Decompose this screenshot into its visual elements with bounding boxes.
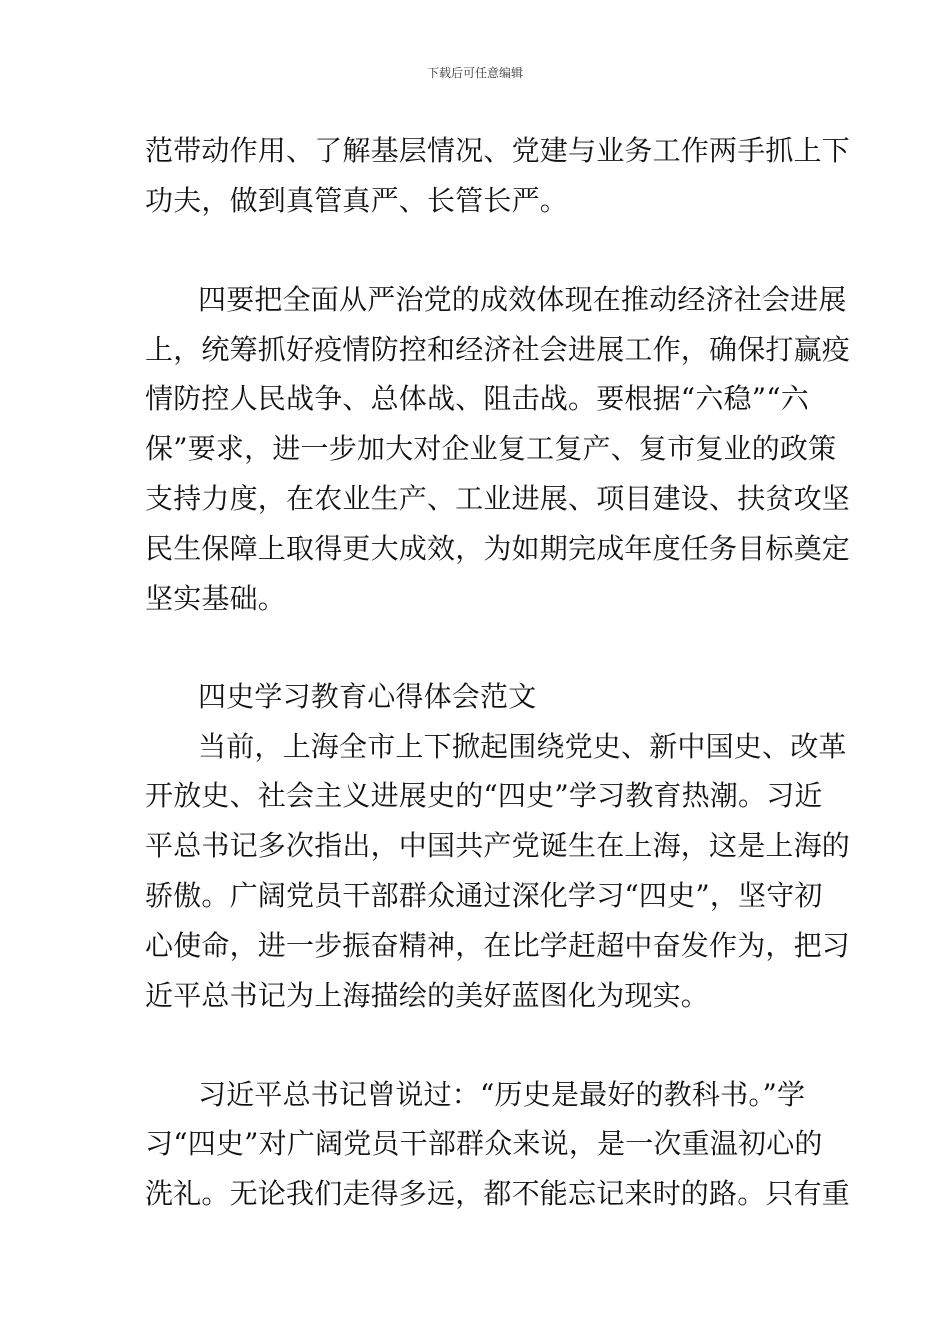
paragraph-1-line-1: 范带动作用、了解基层情况、党建与业务工作两手抓上下 bbox=[145, 134, 851, 167]
paragraph-4-line-1: 习近平总书记曾说过：“历史是最好的教科书。”学 bbox=[198, 1078, 806, 1111]
page-header: 下载后可任意编辑 bbox=[426, 66, 523, 80]
paragraph-3-line-1: 当前，上海全市上下掀起围绕党史、新中国史、改革 bbox=[198, 730, 847, 763]
paragraph-1-line-2: 功夫，做到真管真严、长管长严。 bbox=[145, 184, 569, 217]
paragraph-4-line-2: 习“四史”对广阔党员干部群众来说，是一次重温初心的 bbox=[145, 1127, 823, 1160]
paragraph-2-line-6: 民生保障上取得更大成效，为如期完成年度任务目标奠定 bbox=[145, 532, 851, 565]
paragraph-2-line-3: 情防控人民战争、总体战、阻击战。要根据“六稳”“六 bbox=[145, 382, 809, 415]
paragraph-2-line-4: 保”要求，进一步加大对企业复工复产、复市复业的政策 bbox=[145, 432, 837, 465]
paragraph-2-line-7: 坚实基础。 bbox=[145, 582, 287, 615]
paragraph-3-line-6: 近平总书记为上海描绘的美好蓝图化为现实。 bbox=[145, 979, 710, 1012]
section-title: 四史学习教育心得体会范文 bbox=[198, 680, 537, 713]
paragraph-2-line-2: 上，统筹抓好疫情防控和经济社会进展工作，确保打赢疫 bbox=[145, 333, 851, 366]
paragraph-3-line-2: 开放史、社会主义进展史的“四史”学习教育热潮。习近 bbox=[145, 779, 823, 812]
paragraph-2-line-1: 四要把全面从严治党的成效体现在推动经济社会进展 bbox=[198, 283, 847, 316]
paragraph-4-line-3: 洗礼。无论我们走得多远，都不能忘记来时的路。只有重 bbox=[145, 1177, 851, 1210]
paragraph-3-line-4: 骄傲。广阔党员干部群众通过深化学习“四史”，坚守初 bbox=[145, 879, 823, 912]
paragraph-3-line-3: 平总书记多次指出，中国共产党诞生在上海，这是上海的 bbox=[145, 829, 851, 862]
paragraph-2-line-5: 支持力度，在农业生产、工业进展、项目建设、扶贫攻坚 bbox=[145, 482, 851, 515]
paragraph-3-line-5: 心使命，进一步振奋精神，在比学赶超中奋发作为，把习 bbox=[145, 929, 851, 962]
